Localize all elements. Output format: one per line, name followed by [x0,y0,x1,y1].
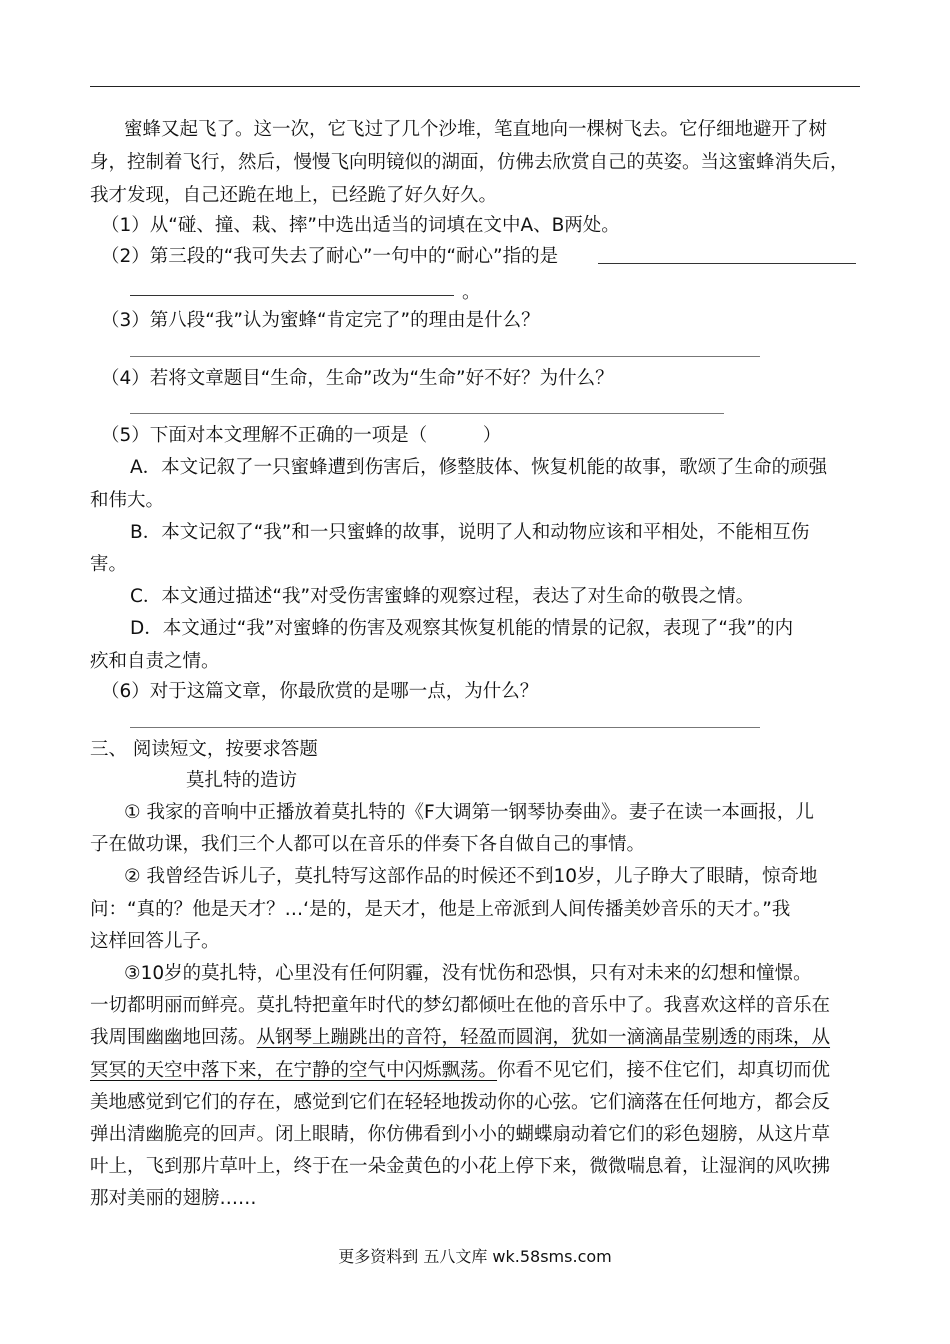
passage-line-1: 蜜蜂又起飞了。这一次，它飞过了几个沙堆，笔直地向一棵树飞去。它仔细地避开了树 [124,119,828,140]
answer-blank-2a [598,263,856,264]
answer-blank-6 [130,727,760,728]
question-4: （4）若将文章题目“生命，生命”改为“生命”好不好？为什么？ [101,368,614,389]
para-3-line-4 [90,1059,830,1083]
option-b-line-2: 害。 [90,554,128,575]
underlined-text: 从钢琴上蹦跳出的音符，轻盈而圆润，犹如一滴滴晶莹剔透的雨珠，从 [256,1027,831,1048]
answer-blank-4 [130,413,724,414]
para-1-line-2: 子在做功课，我们三个人都可以在音乐的伴奏下各自做自己的事情。 [90,834,646,855]
para-3-line-1: ③10岁的莫扎特，心里没有任何阴霾，没有忧伤和恐惧，只有对未来的幻想和憧憬。 [124,963,812,984]
para-2-line-1: ② 我曾经告诉儿子，莫扎特写这部作品的时候还不到10岁，儿子睁大了眼睛，惊奇地 [124,866,818,887]
question-6: （6）对于这篇文章，你最欣赏的是哪一点，为什么？ [101,681,539,702]
para-3-line-6: 弹出清幽脆亮的回声。闭上眼睛，你仿佛看到小小的蝴蝶扇动着它们的彩色翅膀，从这片草 [90,1124,831,1145]
header-rule [90,86,860,87]
plain-text: 我周围幽幽地回荡。 [90,1027,257,1048]
section-heading: 三、 阅读短文，按要求答题 [90,739,318,760]
para-3-line-5: 美地感觉到它们的存在，感觉到它们在轻轻地拨动你的心弦。它们滴落在任何地方，都会反 [90,1092,831,1113]
answer-blank-2b [130,295,454,296]
option-d-line-2: 疚和自责之情。 [90,651,220,672]
para-3-line-8: 那对美丽的翅膀…… [90,1188,257,1209]
option-d-line-1: D．本文通过“我”对蜜蜂的伤害及观察其恢复机能的情景的记叙，表现了“我”的内 [130,618,794,639]
para-2-line-2: 问：“真的？他是天才？…‘是的，是天才，他是上帝派到人间传播美妙音乐的天才。”我 [90,899,791,920]
para-2-line-3: 这样回答儿子。 [90,931,220,952]
option-b-line-1: B．本文记叙了“我”和一只蜜蜂的故事，说明了人和动物应该和平相处，不能相互伤 [130,522,810,543]
question-3: （3）第八段“我”认为蜜蜂“肯定完了”的理由是什么？ [101,310,540,331]
para-3-line-7: 叶上，飞到那片草叶上，终于在一朵金黄色的小花上停下来，微微喘息着，让湿润的风吹拂 [90,1156,831,1177]
option-a-line-2: 和伟大。 [90,490,165,511]
para-3-line-2: 一切都明丽而鲜亮。莫扎特把童年时代的梦幻都倾吐在他的音乐中了。我喜欢这样的音乐在 [90,995,831,1016]
para-3-line-3 [90,1026,830,1050]
para-1-line-1: ① 我家的音响中正播放着莫扎特的《F大调第一钢琴协奏曲》。妻子在读一本画报，儿 [124,802,814,823]
question-2-end: 。 [462,282,481,303]
footer-watermark: 更多资料到 五八文库 wk.58sms.com [338,1247,612,1266]
question-5: （5）下面对本文理解不正确的一项是（ ） [101,425,502,446]
passage-line-2: 身，控制着飞行，然后，慢慢飞向明镜似的湖面，仿佛去欣赏自己的英姿。当这蜜蜂消失后， [90,152,849,173]
question-1: （1）从“碰、撞、栽、摔”中选出适当的词填在文中A、B两处。 [101,215,620,236]
article-title: 莫扎特的造访 [186,770,298,791]
answer-blank-3 [130,356,760,357]
option-c-line-1: C．本文通过描述“我”对受伤害蜜蜂的观察过程，表达了对生命的敬畏之情。 [130,586,755,607]
passage-line-3: 我才发现，自己还跪在地上，已经跪了好久好久。 [90,185,498,206]
question-2: （2）第三段的“我可失去了耐心”一句中的“耐心”指的是 [101,246,559,267]
option-a-line-1: A．本文记叙了一只蜜蜂遭到伤害后，修整肢体、恢复机能的故事，歌颂了生命的顽强 [130,457,828,478]
underlined-text: 冥冥的天空中落下来，在宁静的空气中闪烁飘荡。 [90,1060,498,1081]
plain-text: 你看不见它们，接不住它们，却真切而优 [497,1060,831,1081]
